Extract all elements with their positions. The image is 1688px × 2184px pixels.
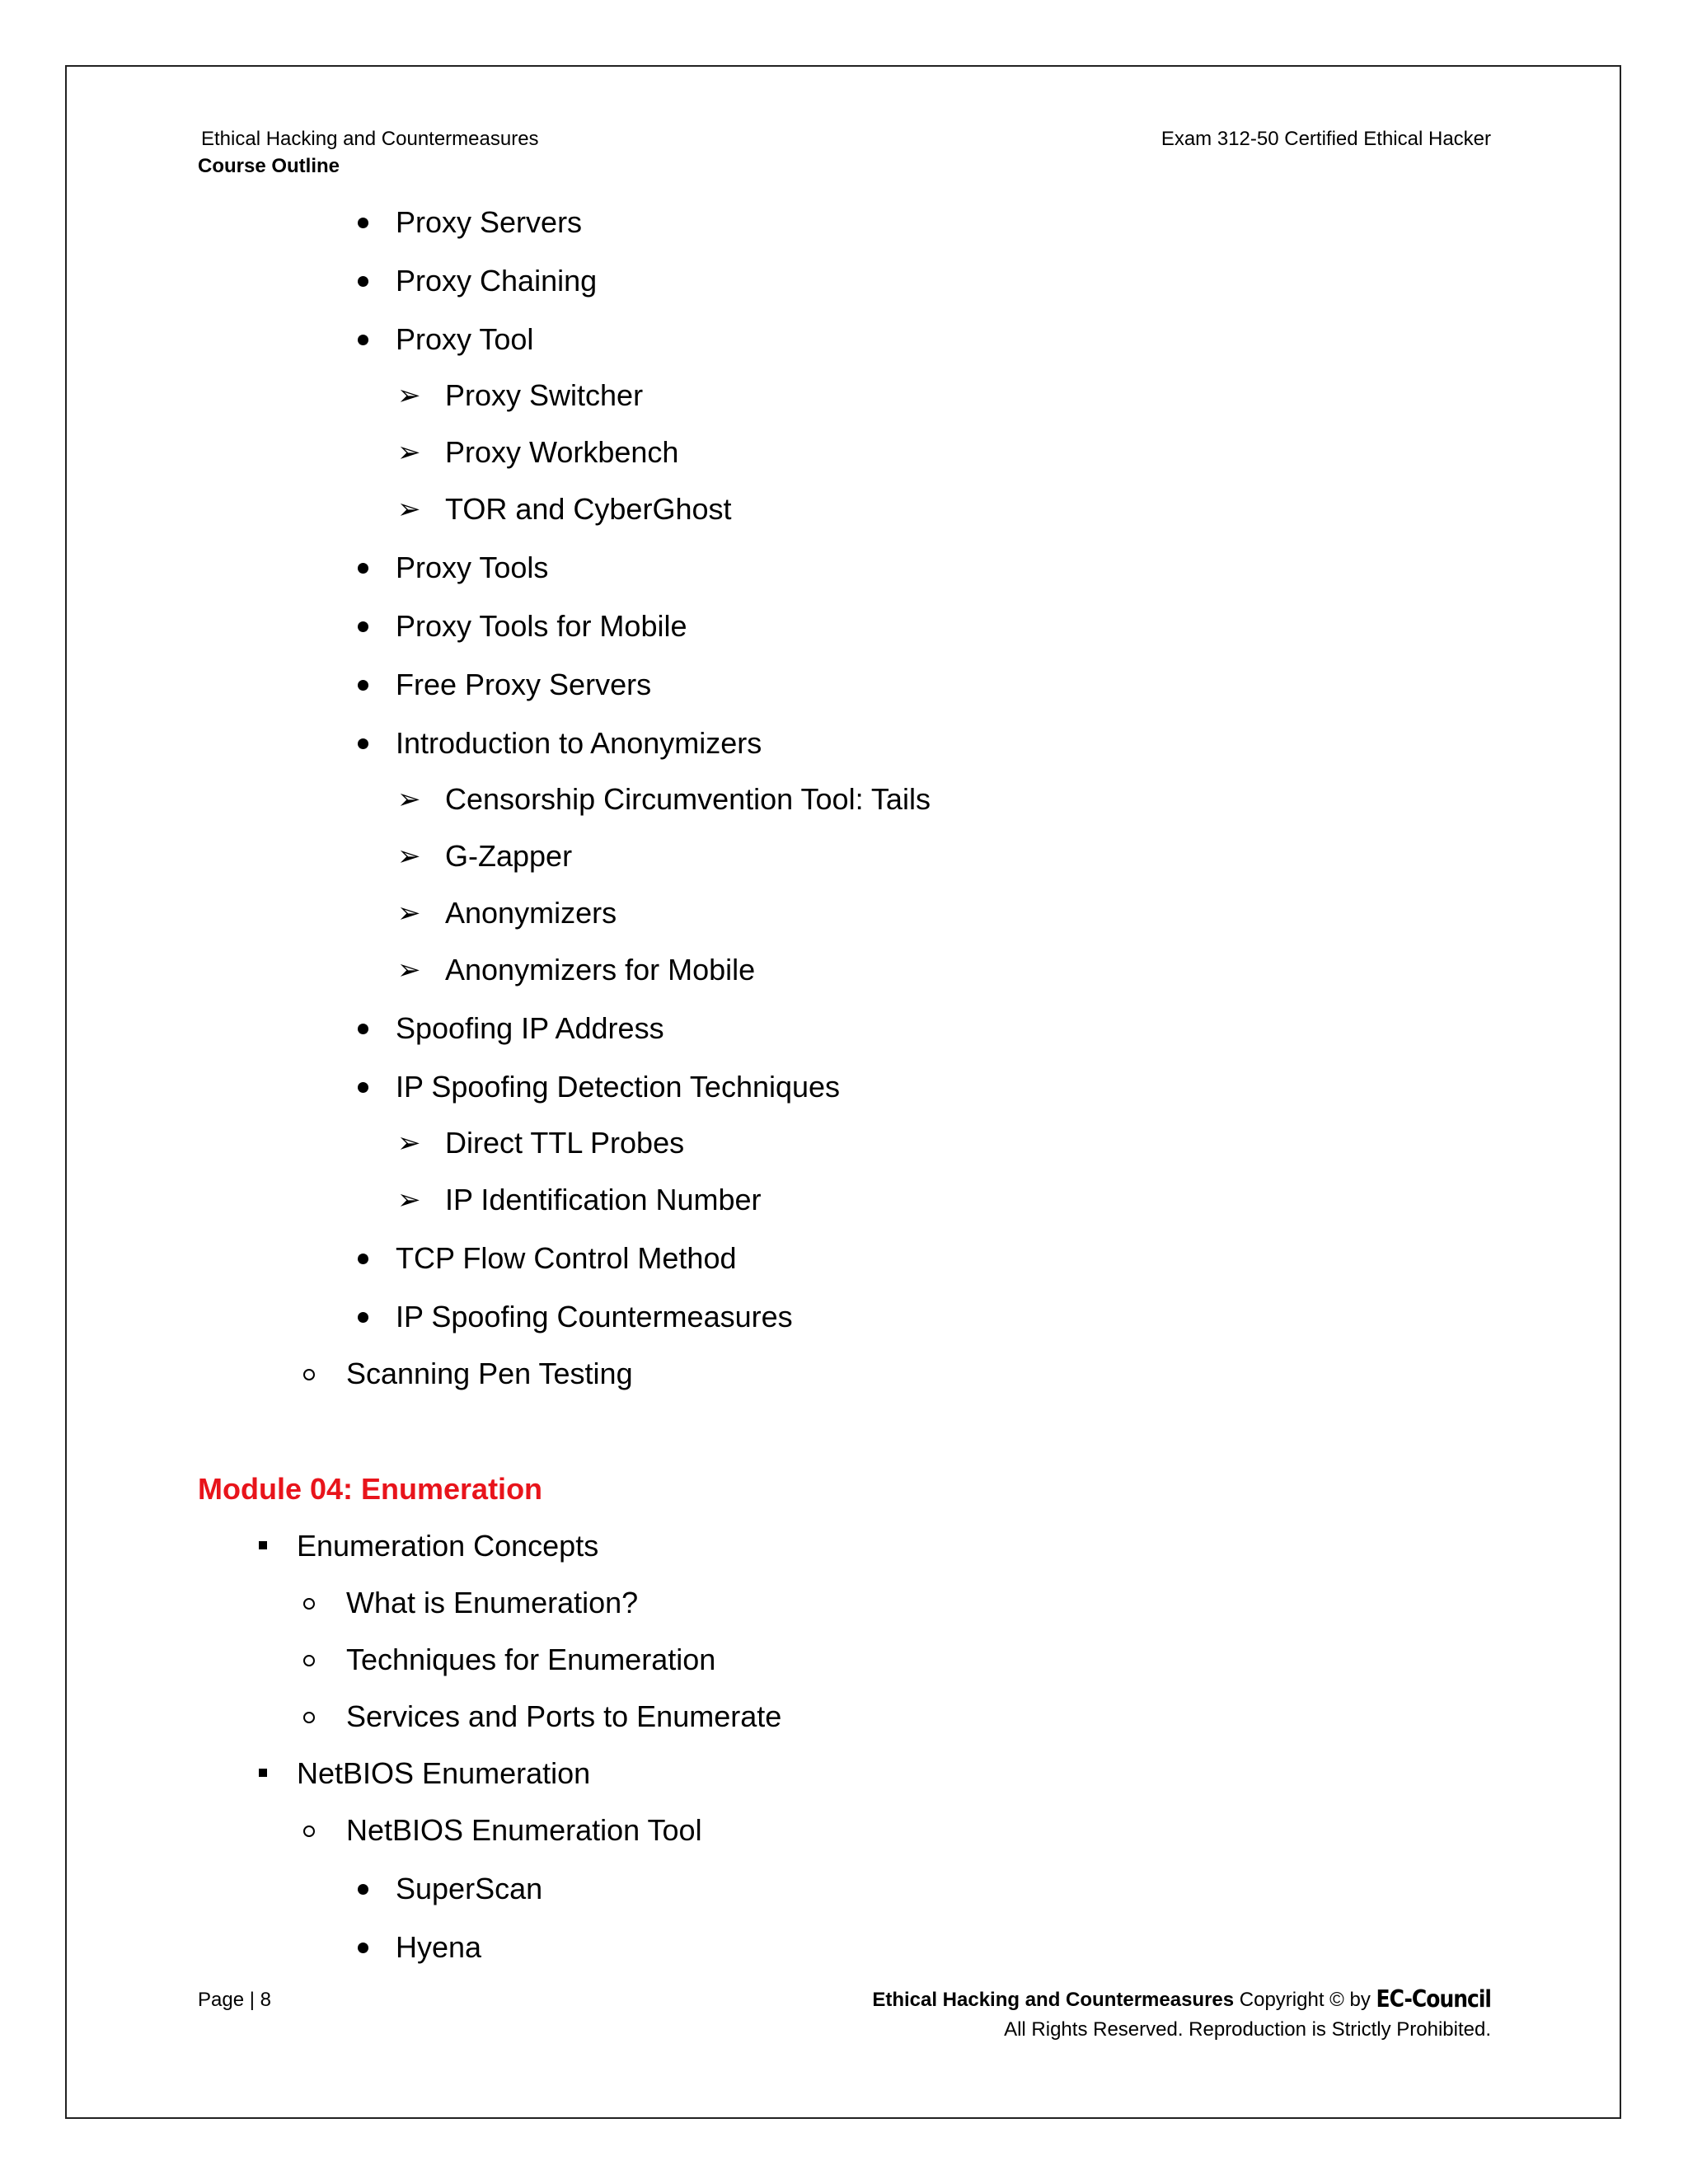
list-item xyxy=(396,1066,840,1108)
list-item xyxy=(346,1639,715,1680)
list-item-text: Proxy Tools xyxy=(396,551,549,584)
arrow-bullet-icon: ➢ xyxy=(397,1127,421,1159)
list-item-text: Proxy Tool xyxy=(396,322,534,356)
list-item-text: NetBIOS Enumeration xyxy=(297,1756,591,1790)
header-course-title: Ethical Hacking and Countermeasures xyxy=(201,128,539,150)
list-item xyxy=(397,489,732,530)
disc-bullet-icon xyxy=(348,723,381,764)
arrow-bullet-icon: ➢ xyxy=(397,841,421,872)
list-item xyxy=(397,779,931,820)
page-number: Page | 8 xyxy=(198,1989,271,2011)
list-item xyxy=(397,836,573,877)
list-item xyxy=(396,606,687,647)
list-item xyxy=(396,723,762,764)
disc-bullet-icon xyxy=(348,260,381,302)
list-item-text: Introduction to Anonymizers xyxy=(396,726,762,760)
list-item-text: Techniques for Enumeration xyxy=(346,1643,716,1676)
arrow-bullet-icon: ➢ xyxy=(397,380,421,411)
disc-bullet-icon xyxy=(348,1008,381,1049)
list-item-text: G-Zapper xyxy=(445,839,573,873)
list-item-text: IP Identification Number xyxy=(445,1183,762,1216)
circle-bullet-icon xyxy=(298,1353,331,1394)
copyright-course-name: Ethical Hacking and Countermeasures xyxy=(872,1989,1235,2011)
module-heading: Module 04: Enumeration xyxy=(198,1472,543,1506)
header-exam-title: Exam 312-50 Certified Ethical Hacker xyxy=(1160,128,1491,150)
disc-bullet-icon xyxy=(348,1927,381,1968)
list-item-text: TCP Flow Control Method xyxy=(396,1241,737,1275)
list-item xyxy=(297,1753,590,1794)
list-item xyxy=(396,202,582,243)
list-item-text: Proxy Switcher xyxy=(445,378,644,412)
arrow-bullet-icon: ➢ xyxy=(397,898,421,929)
list-item-text: Anonymizers xyxy=(445,896,617,930)
disc-bullet-icon xyxy=(348,664,381,705)
list-item-text: SuperScan xyxy=(396,1872,543,1905)
list-item xyxy=(396,319,533,360)
list-item-text: Free Proxy Servers xyxy=(396,668,652,701)
list-item-text: Hyena xyxy=(396,1930,482,1964)
disc-bullet-icon xyxy=(348,202,381,243)
rights-reserved: All Rights Reserved. Reproduction is Strictly Prohibited. xyxy=(1004,2018,1491,2041)
list-item xyxy=(396,1868,542,1910)
list-item xyxy=(397,432,679,473)
list-item-text: Direct TTL Probes xyxy=(445,1126,685,1160)
arrow-bullet-icon: ➢ xyxy=(397,784,421,815)
list-item-text: Anonymizers for Mobile xyxy=(445,953,756,987)
circle-bullet-icon xyxy=(298,1582,331,1624)
disc-bullet-icon xyxy=(348,606,381,647)
list-item xyxy=(397,949,756,991)
arrow-bullet-icon: ➢ xyxy=(397,1184,421,1216)
disc-bullet-icon xyxy=(348,547,381,588)
list-item xyxy=(396,1927,481,1968)
list-item xyxy=(396,260,597,302)
list-item-text: Proxy Chaining xyxy=(396,264,598,298)
list-item-text: Proxy Workbench xyxy=(445,435,679,469)
arrow-bullet-icon: ➢ xyxy=(397,437,421,468)
list-item xyxy=(346,1582,638,1624)
list-item-text: Services and Ports to Enumerate xyxy=(346,1699,782,1733)
disc-bullet-icon xyxy=(348,1066,381,1108)
arrow-bullet-icon: ➢ xyxy=(397,954,421,986)
square-bullet-icon xyxy=(249,1526,282,1567)
list-item xyxy=(346,1353,633,1394)
list-item-text: Enumeration Concepts xyxy=(297,1529,599,1563)
header-course-outline: Course Outline xyxy=(198,155,340,177)
copyright-text: Copyright © by xyxy=(1239,1989,1371,2011)
list-item xyxy=(397,893,617,934)
ec-council-logo: EC-Council xyxy=(1376,1985,1491,2013)
circle-bullet-icon xyxy=(298,1810,331,1851)
arrow-bullet-icon: ➢ xyxy=(397,494,421,525)
list-item xyxy=(396,1008,664,1049)
disc-bullet-icon xyxy=(348,1296,381,1338)
list-item xyxy=(397,1122,685,1164)
list-item-text: Censorship Circumvention Tool: Tails xyxy=(445,782,931,816)
list-item xyxy=(346,1696,781,1737)
list-item-text: NetBIOS Enumeration Tool xyxy=(346,1813,702,1847)
list-item xyxy=(396,1238,737,1279)
list-item-text: IP Spoofing Countermeasures xyxy=(396,1300,793,1333)
list-item-text: Proxy Tools for Mobile xyxy=(396,609,687,643)
circle-bullet-icon xyxy=(298,1639,331,1680)
list-item-text: TOR and CyberGhost xyxy=(445,492,732,526)
list-item-text: IP Spoofing Detection Techniques xyxy=(396,1070,841,1104)
list-item-text: Proxy Servers xyxy=(396,205,583,239)
list-item-text: Spoofing IP Address xyxy=(396,1011,664,1045)
list-item xyxy=(396,547,548,588)
copyright-line xyxy=(872,1986,1491,2013)
disc-bullet-icon xyxy=(348,1868,381,1910)
square-bullet-icon xyxy=(249,1753,282,1794)
disc-bullet-icon xyxy=(348,319,381,360)
disc-bullet-icon xyxy=(348,1238,381,1279)
list-item xyxy=(346,1810,702,1851)
list-item xyxy=(397,375,644,416)
circle-bullet-icon xyxy=(298,1696,331,1737)
list-item xyxy=(396,664,651,705)
list-item xyxy=(397,1179,762,1221)
list-item-text: Scanning Pen Testing xyxy=(346,1357,633,1390)
list-item-text: What is Enumeration? xyxy=(346,1586,639,1619)
list-item xyxy=(297,1526,598,1567)
list-item xyxy=(396,1296,793,1338)
